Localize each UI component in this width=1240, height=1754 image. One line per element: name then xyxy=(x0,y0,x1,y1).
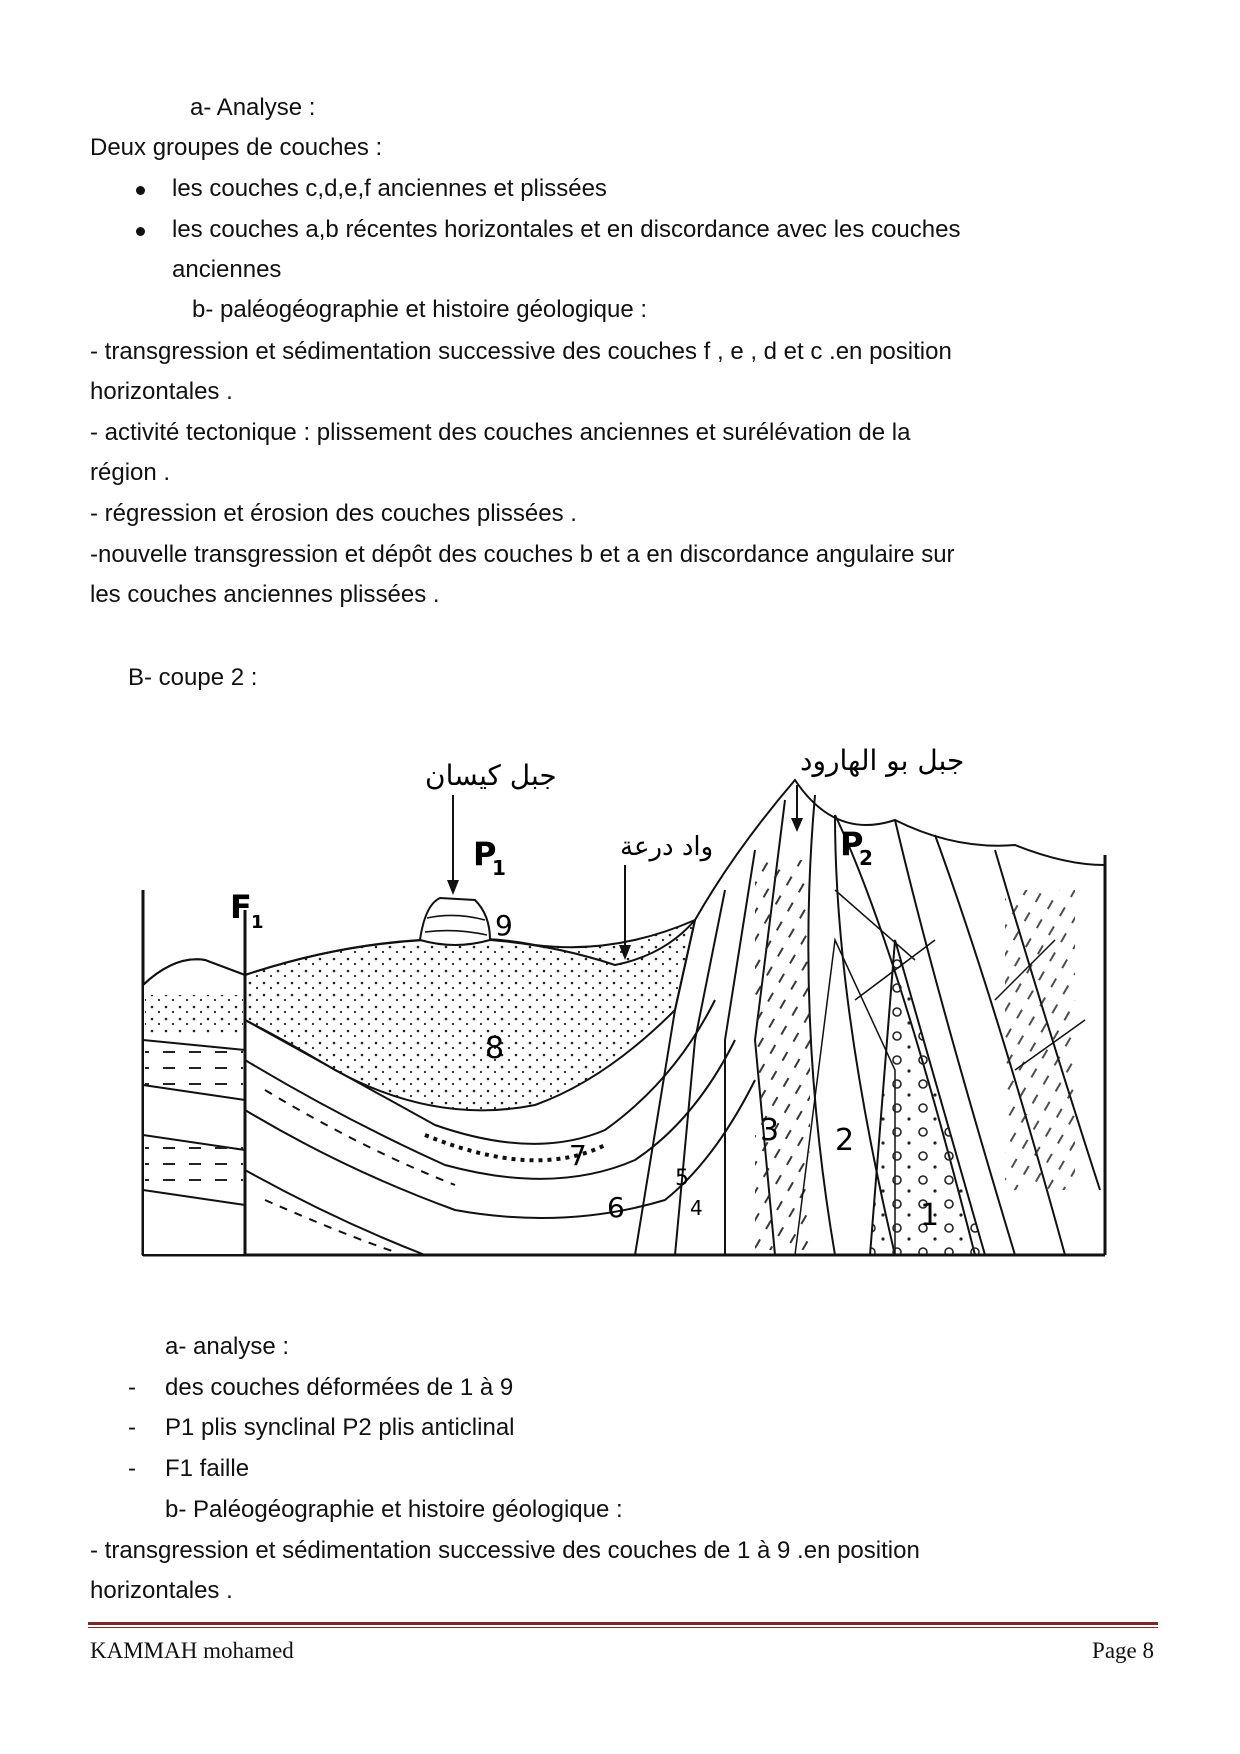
history2-heading: b- Paléogéographie et histoire géologique : xyxy=(165,1496,623,1523)
footer-author: KAMMAH mohamed xyxy=(90,1638,294,1663)
layer-label-8: 8 xyxy=(485,1031,505,1066)
paragraph-line: - transgression et sédimentation successive des couches de 1 à 9 .en position xyxy=(90,1537,920,1564)
layer-label-9: 9 xyxy=(495,909,513,942)
list-dash: - xyxy=(128,1455,136,1482)
layer-label-7: 7 xyxy=(569,1139,587,1172)
layer-label-6: 6 xyxy=(607,1191,625,1224)
section-title: B- coupe 2 : xyxy=(128,664,258,691)
layer-9 xyxy=(420,898,490,945)
label-p1-sub: 1 xyxy=(492,856,506,880)
list-item: des couches déformées de 1 à 9 xyxy=(165,1374,514,1401)
history-heading: b- paléogéographie et histoire géologique : xyxy=(192,296,648,323)
paragraph-line: - activité tectonique : plissement des couches anciennes et surélévation de la xyxy=(90,419,911,446)
list-dash: - xyxy=(128,1414,136,1441)
analysis2-heading: a- analyse : xyxy=(165,1333,290,1360)
analysis-heading: a- Analyse : xyxy=(190,94,316,121)
analysis-intro: Deux groupes de couches : xyxy=(90,134,383,161)
list-item: P1 plis synclinal P2 plis anticlinal xyxy=(165,1414,515,1441)
paragraph-line: - régression et érosion des couches plissées . xyxy=(90,500,577,527)
arabic-label-left-peak: جبل كيسان xyxy=(425,759,557,792)
label-f1: F xyxy=(230,888,252,926)
label-p1: P xyxy=(473,835,497,873)
arabic-label-wadi: واد درعة xyxy=(620,832,714,862)
paragraph-line: horizontales . xyxy=(90,378,233,405)
list-item: les couches a,b récentes horizontales et en discordance avec les couches xyxy=(172,216,961,243)
paragraph-line: région . xyxy=(90,459,171,486)
layer-label-1: 1 xyxy=(920,1198,940,1233)
layer-label-3: 3 xyxy=(760,1113,780,1148)
paragraph-line: - transgression et sédimentation successive des couches f , e , d et c .en position xyxy=(90,338,952,365)
paragraph-line: les couches anciennes plissées . xyxy=(90,581,440,608)
bullet-dot xyxy=(136,186,145,195)
footer-rule-thin xyxy=(88,1627,1158,1628)
list-dash: - xyxy=(128,1374,136,1401)
layer-label-2: 2 xyxy=(835,1123,855,1158)
paragraph-line: horizontales . xyxy=(90,1577,233,1604)
list-item: les couches c,d,e,f anciennes et plissées xyxy=(172,175,607,202)
layer-label-5: 5 xyxy=(675,1166,689,1191)
footer-rule xyxy=(88,1622,1158,1625)
label-p2: P xyxy=(840,825,864,863)
footer-page-number: Page 8 xyxy=(1092,1638,1154,1663)
list-item: F1 faille xyxy=(165,1455,250,1482)
label-p2-sub: 2 xyxy=(859,846,873,870)
arabic-label-right-peak: جبل بو الهارود xyxy=(800,744,965,777)
list-item-continuation: anciennes xyxy=(172,256,282,283)
paragraph-line: -nouvelle transgression et dépôt des couches b et a en discordance angulaire sur xyxy=(90,541,955,568)
label-f1-sub: 1 xyxy=(251,912,264,933)
geological-cross-section xyxy=(135,740,1115,1270)
layer-label-4: 4 xyxy=(690,1196,703,1220)
bullet-dot xyxy=(136,227,145,236)
